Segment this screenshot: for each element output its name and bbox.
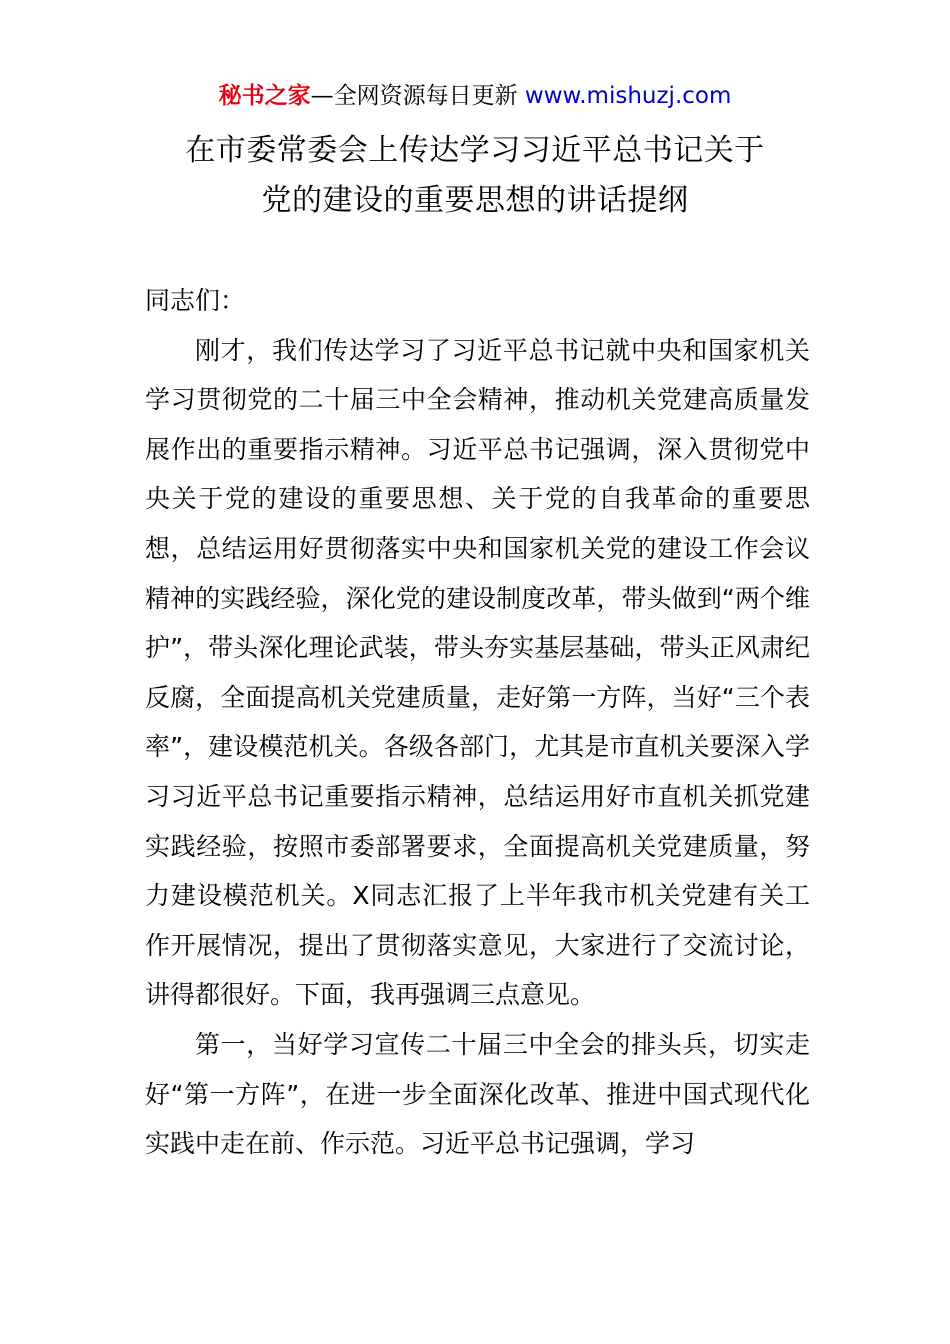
title-line-2: 党的建设的重要思想的讲话提纲 (261, 183, 689, 218)
title-line-1: 在市委常委会上传达学习习近平总书记关于 (185, 133, 765, 168)
document-title (0, 126, 950, 226)
site-header (0, 78, 950, 114)
paragraph-1: 刚才，我们传达学习了习近平总书记就中央和国家机关学习贯彻党的二十届三中全会精神，推动机关党建高质量发展作出的重要指示精神。习近平总书记强调，深入贯彻党中央关于党的建设的重要思想、关于党的自我革命的重要思想，总结运用好贯彻落实中央和国家机关党的建设工作会议精神的实践经验，深化党的建设制度改革，带头做到“两个维护”，带头深化理论武装，带头夯实基层基础，带头正风肃纪反腐，全面提高机关党建质量，走好第一方阵，当好“三个表率”，建设模范机关。各级各部门，尤其是市直机关要深入学习习近平总书记重要指示精神，总结运用好市直机关抓党建实践经验，按照市委部署要求，全面提高机关党建质量，努力建设模范机关。X同志汇报了上半年我市机关党建有关工作开展情况，提出了贯彻落实意见，大家进行了交流讨论，讲得都很好。下面，我再强调三点意见。 (145, 335, 810, 1010)
header-tagline: —全网资源每日更新 (310, 83, 525, 109)
document-body (145, 276, 810, 1169)
brand-name: 秘书之家 (218, 83, 311, 109)
paragraph-2 (145, 1020, 810, 1169)
site-url-link[interactable]: www.mishuzj.com (524, 83, 732, 109)
paragraph-2-lead: 第一，当好学习宣传二十届三中全会的排头兵，切实走好“第一方阵”，在进一步全面深化改革、推进中国式现代化实践中走在前、作示范。 (145, 1029, 810, 1159)
paragraph-2-rest: 习近平总书记强调，学习 (420, 1129, 696, 1159)
salutation: 同志们： (145, 286, 246, 315)
